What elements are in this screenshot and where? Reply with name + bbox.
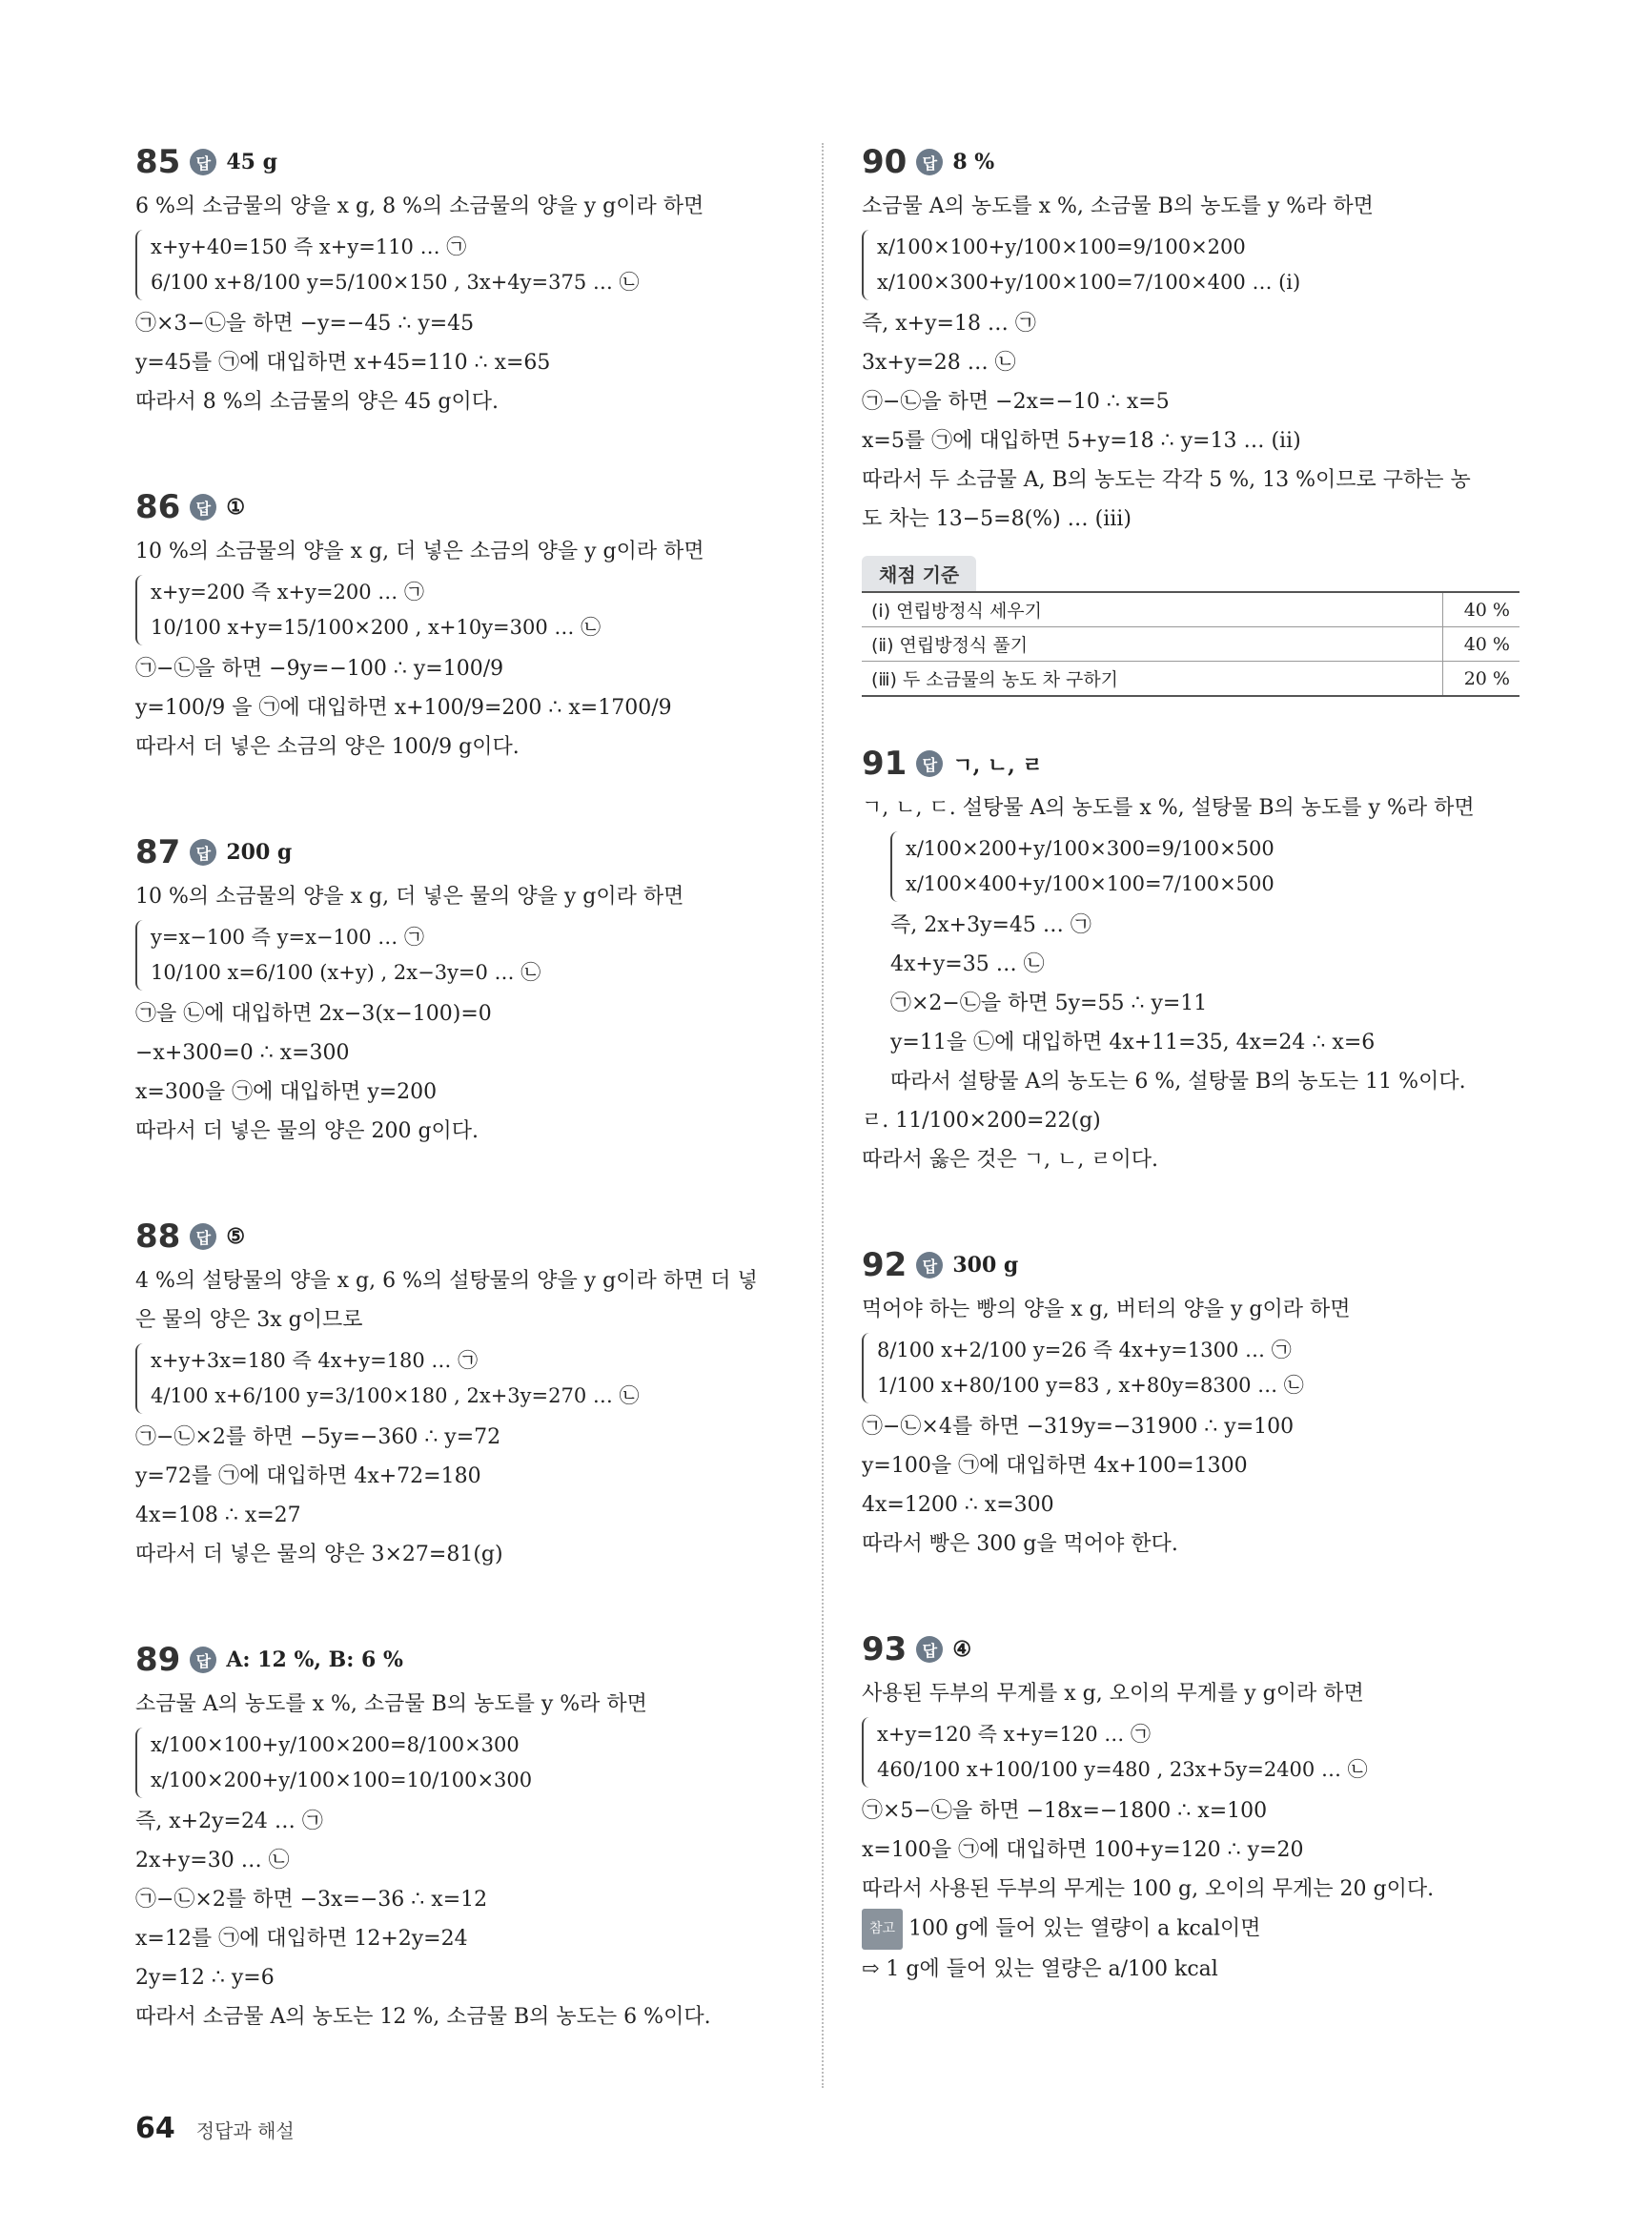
solution-line: 따라서 옳은 것은 ㄱ, ㄴ, ㄹ이다. [862,1148,1158,1172]
criterion-label: (ⅲ) 두 소금물의 농도 차 구하기 [862,662,1443,697]
solution-line: ㄹ. 11/100×200=22(g) [862,1109,1101,1133]
criterion-label: (ⅱ) 연립방정식 풀기 [862,627,1443,662]
problem-header [862,1246,1519,1284]
solution-line: 소금물 A의 농도를 x %, 소금물 B의 농도를 y %라 하면 [862,194,1374,218]
answer-value: ㄱ, ㄴ, ㄹ [952,752,1043,778]
problem-90 [862,143,1519,697]
problem-header [135,1217,793,1256]
equation: x+y+40=150 즉 x+y=110 … ㉠ [151,235,467,258]
solution-line: ㉠−㉡을 하면 −2x=−10 ∴ x=5 [862,390,1170,414]
problem-92 [862,1246,1519,1564]
equation-system [135,1728,793,1798]
solution-line: 즉, 2x+3y=45 … ㉠ [890,913,1091,937]
grading-table [862,591,1519,697]
solution-line: 소금물 A의 농도를 x %, 소금물 B의 농도를 y %라 하면 [135,1692,647,1716]
solution-line: 즉, x+y=18 … ㉠ [862,312,1036,336]
equation: x/100×200+y/100×100=10/100×300 [151,1769,533,1791]
answer-value: ⑤ [226,1224,246,1249]
solution-line: 10 %의 소금물의 양을 x g, 더 넣은 소금의 양을 y g이라 하면 [135,540,704,563]
solution-line: y=100/9 을 ㉠에 대입하면 x+100/9=200 ∴ x=1700/9 [135,696,672,720]
problem-86 [135,488,793,767]
criterion-percent: 40 % [1443,627,1520,662]
table-row [862,662,1519,697]
equation: x+y=200 즉 x+y=200 … ㉠ [151,581,424,604]
right-column [862,143,1519,2056]
answer-value: ① [226,495,246,520]
solution-line: 따라서 사용된 두부의 무게는 100 g, 오이의 무게는 20 g이다. [862,1877,1435,1901]
equation: x/100×400+y/100×100=7/100×500 [906,872,1275,895]
equation-system [135,575,793,645]
answer-badge: 답 [916,149,943,175]
equation-system [890,831,1519,902]
page-number: 64 [135,2112,175,2145]
note-text: 100 g에 들어 있는 열량이 a kcal이면 [908,1916,1261,1941]
criterion-percent: 20 % [1443,662,1520,697]
solution-line: −x+300=0 ∴ x=300 [135,1041,350,1065]
problem-number: 92 [862,1246,908,1284]
problem-number: 91 [862,745,908,783]
solution-indent [862,831,1519,1101]
answer-badge: 답 [190,1223,216,1250]
solution-line: 따라서 8 %의 소금물의 양은 45 g이다. [135,390,499,414]
problem-header [135,143,793,181]
solution-line: 따라서 설탕물 A의 농도는 6 %, 설탕물 B의 농도는 11 %이다. [890,1070,1466,1094]
answer-badge: 답 [190,1647,216,1673]
solution-line: ㉠×3−㉡을 하면 −y=−45 ∴ y=45 [135,312,475,336]
table-row [862,627,1519,662]
answer-value: A: 12 %, B: 6 % [226,1647,403,1672]
solution-line: 3x+y=28 … ㉡ [862,351,1016,375]
equation: x/100×100+y/100×100=9/100×200 [877,235,1246,258]
solution-line: 10 %의 소금물의 양을 x g, 더 넣은 물의 양을 y g이라 하면 [135,885,684,909]
table-row [862,592,1519,627]
equation-system [135,230,793,300]
answer-value: 200 g [226,840,293,865]
answer-badge: 답 [190,149,216,175]
answer-badge: 답 [190,494,216,521]
solution-line: ㉠×2−㉡을 하면 5y=55 ∴ y=11 [890,992,1208,1015]
equation: x/100×300+y/100×100=7/100×400 … (ⅰ) [877,271,1301,294]
left-column [135,143,793,2103]
solution-line: 따라서 빵은 300 g을 먹어야 한다. [862,1532,1178,1556]
equation: 4/100 x+6/100 y=3/100×180 , 2x+3y=270 … ㉡ [151,1384,640,1407]
solution-line: 따라서 두 소금물 A, B의 농도는 각각 5 %, 13 %이므로 구하는 농 [862,468,1471,492]
equation: x/100×200+y/100×300=9/100×500 [906,837,1275,860]
solution-line: 따라서 더 넣은 물의 양은 3×27=81(g) [135,1543,503,1566]
answer-value: 300 g [952,1253,1019,1278]
solution-line: ㉠−㉡×2를 하면 −5y=−360 ∴ y=72 [135,1425,501,1449]
solution-line: 6 %의 소금물의 양을 x g, 8 %의 소금물의 양을 y g이라 하면 [135,194,704,218]
equation-system [862,230,1519,300]
solution-line: y=100을 ㉠에 대입하면 4x+100=1300 [862,1454,1248,1478]
problem-89 [135,1641,793,2036]
solution-line: x=5를 ㉠에 대입하면 5+y=18 ∴ y=13 … (ⅱ) [862,429,1301,453]
problem-header [862,1630,1519,1668]
solution-line: 2y=12 ∴ y=6 [135,1966,275,1990]
solution-line: ㉠−㉡×4를 하면 −319y=−31900 ∴ y=100 [862,1415,1295,1439]
solution-line: ㄱ, ㄴ, ㄷ. 설탕물 A의 농도를 x %, 설탕물 B의 농도를 y %라 하면 [862,796,1475,820]
answer-badge: 답 [916,1636,943,1663]
equation-system [135,1343,793,1414]
equation: 8/100 x+2/100 y=26 즉 4x+y=1300 … ㉠ [877,1339,1292,1361]
problem-header [135,1641,793,1679]
solution-line: x=300을 ㉠에 대입하면 y=200 [135,1080,438,1104]
problem-header [135,833,793,871]
criterion-percent: 40 % [1443,592,1520,627]
problem-header [135,488,793,526]
solution-line: 4 %의 설탕물의 양을 x g, 6 %의 설탕물의 양을 y g이라 하면 더 넣 [135,1269,758,1293]
equation: 6/100 x+8/100 y=5/100×150 , 3x+4y=375 … ㉡ [151,271,640,294]
solution-line: 먹어야 하는 빵의 양을 x g, 버터의 양을 y g이라 하면 [862,1298,1351,1321]
page-footer [135,2112,295,2145]
solution-line: x=12를 ㉠에 대입하면 12+2y=24 [135,1927,468,1951]
equation: 460/100 x+100/100 y=480 , 23x+5y=2400 … ㉡ [877,1758,1368,1781]
problem-number: 85 [135,143,181,181]
equation-system [135,920,793,991]
equation: 1/100 x+80/100 y=83 , x+80y=8300 … ㉡ [877,1374,1304,1397]
equation: 10/100 x+y=15/100×200 , x+10y=300 … ㉡ [151,616,602,639]
problem-number: 89 [135,1641,181,1679]
problem-93 [862,1630,1519,1989]
solution-line: ㉠×5−㉡을 하면 −18x=−1800 ∴ x=100 [862,1799,1268,1823]
page-label: 정답과 해설 [195,2119,295,2142]
solution-line: ㉠−㉡×2를 하면 −3x=−36 ∴ x=12 [135,1888,488,1912]
solution-line: 도 차는 13−5=8(%) … (ⅲ) [862,507,1132,531]
solution-line: 따라서 소금물 A의 농도는 12 %, 소금물 B의 농도는 6 %이다. [135,2005,711,2029]
column-divider [822,143,824,2088]
problem-91 [862,745,1519,1179]
answer-badge: 답 [190,839,216,866]
answer-badge: 답 [916,750,943,777]
solution-line: 4x=1200 ∴ x=300 [862,1493,1054,1517]
problem-87 [135,833,793,1151]
solution-line: 4x+y=35 … ㉡ [890,952,1045,976]
grading-criteria [862,556,1519,697]
equation: y=x−100 즉 y=x−100 … ㉠ [151,926,424,949]
answer-badge: 답 [916,1252,943,1279]
equation: x+y+3x=180 즉 4x+y=180 … ㉠ [151,1349,479,1372]
note-line: ⇨ 1 g에 들어 있는 열량은 a/100 kcal [862,1957,1218,1981]
solution-line: ㉠을 ㉡에 대입하면 2x−3(x−100)=0 [135,1002,492,1026]
equation-system [862,1333,1519,1403]
solution-line: 즉, x+2y=24 … ㉠ [135,1810,323,1833]
solution-line: y=11을 ㉡에 대입하면 4x+11=35, 4x=24 ∴ x=6 [890,1031,1376,1054]
equation-system [862,1717,1519,1788]
answer-value: 8 % [952,150,995,174]
solution-line: ㉠−㉡을 하면 −9y=−100 ∴ y=100/9 [135,657,504,681]
criterion-label: (ⅰ) 연립방정식 세우기 [862,592,1443,627]
problem-number: 93 [862,1630,908,1668]
problem-85 [135,143,793,421]
solution-line: 따라서 더 넣은 소금의 양은 100/9 g이다. [135,735,520,759]
equation: 10/100 x=6/100 (x+y) , 2x−3y=0 … ㉡ [151,961,541,984]
solution-line: y=72를 ㉠에 대입하면 4x+72=180 [135,1464,481,1488]
problem-number: 88 [135,1217,181,1256]
problem-header [862,143,1519,181]
solution-line: 2x+y=30 … ㉡ [135,1849,290,1872]
problem-number: 90 [862,143,908,181]
answer-value: 45 g [226,150,277,174]
note-tag: 참고 [862,1909,903,1950]
solution-line: 따라서 더 넣은 물의 양은 200 g이다. [135,1119,479,1143]
equation: x/100×100+y/100×200=8/100×300 [151,1733,520,1756]
problem-number: 86 [135,488,181,526]
equation: x+y=120 즉 x+y=120 … ㉠ [877,1723,1151,1746]
solution-line: 사용된 두부의 무게를 x g, 오이의 무게를 y g이라 하면 [862,1682,1364,1706]
note-line [862,1909,1519,1950]
solution-line: x=100을 ㉠에 대입하면 100+y=120 ∴ y=20 [862,1838,1304,1862]
problem-number: 87 [135,833,181,871]
answer-value: ④ [952,1637,972,1662]
solution-line: y=45를 ㉠에 대입하면 x+45=110 ∴ x=65 [135,351,551,375]
problem-header [862,745,1519,783]
grading-title: 채점 기준 [862,556,976,591]
solution-line: 4x=108 ∴ x=27 [135,1504,301,1527]
solution-line: 은 물의 양은 3x g이므로 [135,1308,363,1332]
problem-88 [135,1217,793,1574]
